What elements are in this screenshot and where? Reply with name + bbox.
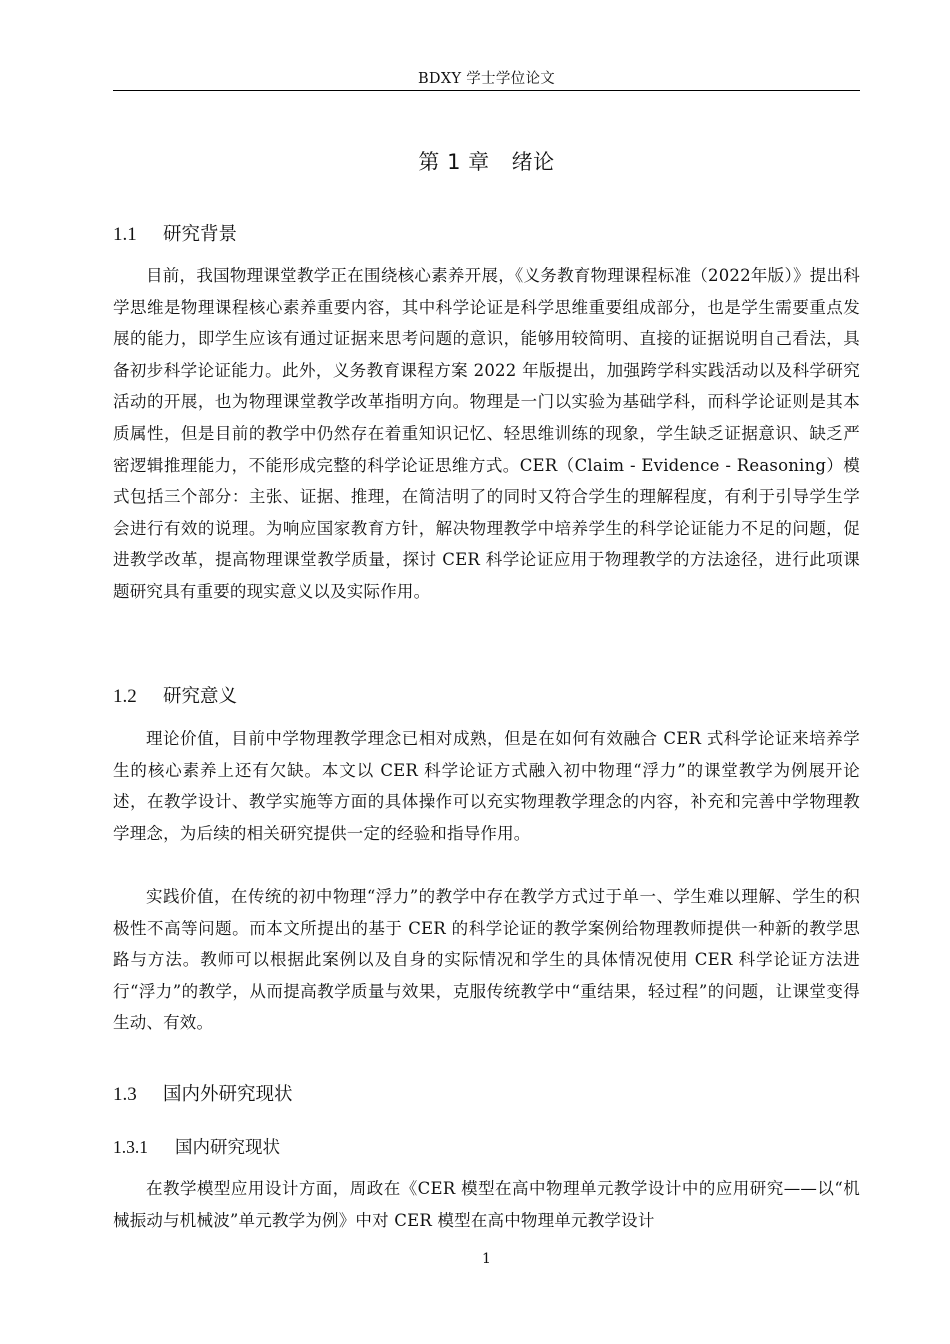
paragraph-theoretical-value: 理论价值，目前中学物理教学理念已相对成熟，但是在如何有效融合 CER 式科学论证来培养学生的核心素养上还有欠缺。本文以 CER 科学论证方式融入初中物理“浮力”的课堂教学为例展开论述，在教学设计、教学实施等方面的具体操作可以充实物理教学理念的内容，补充和完善中学物理教学理念，为后续的相关研究提供一定的经验和指导作用。 [113, 729, 860, 843]
section-heading-1-3 [113, 1082, 860, 1108]
subsection-heading-1-3-1 [113, 1134, 860, 1161]
paragraph-domestic-research: 在教学模型应用设计方面，周政在《CER 模型在高中物理单元教学设计中的应用研究——以“机械振动与机械波”单元教学为例》中对 CER 模型在高中物理单元教学设计 [113, 1179, 860, 1230]
section-title: 研究背景 [163, 224, 238, 245]
subsection-title: 国内研究现状 [175, 1138, 280, 1158]
chapter-name: 绪论 [511, 150, 555, 174]
section-title: 研究意义 [163, 686, 238, 707]
header-rule [113, 90, 860, 91]
paragraph-practical-value: 实践价值，在传统的初中物理“浮力”的教学中存在教学方式过于单一、学生难以理解、学生的积极性不高等问题。而本文所提出的基于 CER 的科学论证的教学案例给物理教师提供一种新的教学思路与方法。教师可以根据此案例以及自身的实际情况和学生的具体情况使用 CER 科学论证方法进行“浮力”的教学，从而提高教学质量与效果，克服传统教学中“重结果，轻过程”的问题，让课堂变得生动、有效。 [113, 887, 860, 1033]
section-title: 国内外研究现状 [163, 1084, 293, 1105]
section-heading-1-2 [113, 684, 860, 710]
chapter-title [113, 147, 860, 177]
paragraph-research-background: 目前，我国物理课堂教学正在围绕核心素养开展，《义务教育物理课程标准（2022年版）》提出科学思维是物理课程核心素养重要内容，其中科学论证是科学思维重要组成部分，也是学生需要重点发展的能力，即学生应该有通过证据来思考问题的意识，能够用较简明、直接的证据说明自己看法，具备初步科学论证能力。此外，义务教育课程方案 2022 年版提出，加强跨学科实践活动以及科学研究活动的开展，也为物理课堂教学改革指明方向。物理是一门以实验为基础学科，而科学论证则是其本质属性，但是目前的教学中仍然存在着重知识记忆、轻思维训练的现象，学生缺乏证据意识、缺乏严密逻辑推理能力，不能形成完整的科学论证思维方式。CER（Claim - Evidence - Reasoning）模式包括三个部分：主张、证据、推理，在简洁明了的同时又符合学生的理解程度，有利于引导学生学会进行有效的说理。为响应国家教育方针，解决物理教学中培养学生的科学论证能力不足的问题，促进教学改革，提高物理课堂教学质量，探讨 CER 科学论证应用于物理教学的方法途径，进行此项课题研究具有重要的现实意义以及实际作用。 [113, 266, 860, 601]
page-number: 1 [482, 1251, 491, 1267]
section-number: 1.3 [113, 1084, 137, 1105]
section-number: 1.1 [113, 224, 137, 245]
running-header: BDXY 学士学位论文 [417, 71, 556, 87]
chapter-number: 第 1 章 [418, 150, 490, 174]
subsection-number: 1.3.1 [113, 1137, 148, 1157]
section-heading-1-1 [113, 222, 860, 248]
section-number: 1.2 [113, 686, 137, 707]
